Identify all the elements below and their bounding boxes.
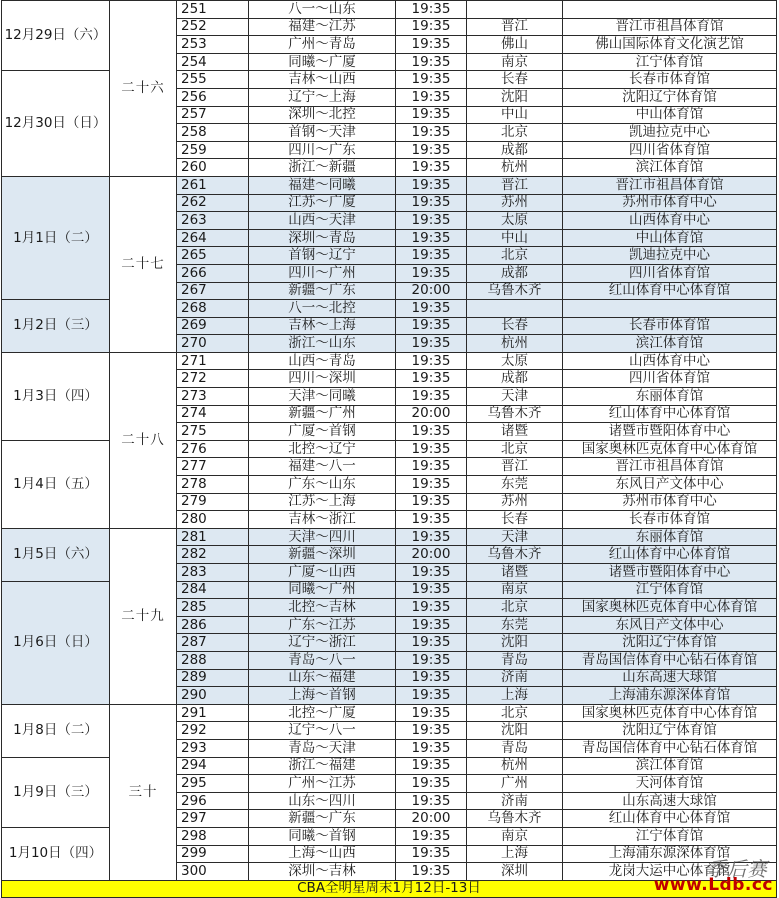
- matchup: 吉林～上海: [249, 317, 396, 335]
- tipoff-time: 19:35: [396, 687, 467, 705]
- host-city: 太原: [467, 352, 563, 370]
- matchup: 首钢～天津: [249, 124, 396, 142]
- matchup: 同曦～广州: [249, 581, 396, 599]
- host-city: 天津: [467, 388, 563, 406]
- matchup: 四川～广东: [249, 141, 396, 159]
- venue: 凯迪拉克中心: [563, 124, 777, 142]
- venue: 山东高速大球馆: [563, 669, 777, 687]
- venue: 东丽体育馆: [563, 388, 777, 406]
- venue: 红山体育中心体育馆: [563, 405, 777, 423]
- date-cell: 1月9日（三）: [2, 757, 110, 827]
- tipoff-time: 19:35: [396, 440, 467, 458]
- round-cell: 二十六: [110, 1, 177, 177]
- match-number: 280: [177, 511, 249, 529]
- schedule-row: [2, 704, 777, 722]
- matchup: 同曦～首钢: [249, 827, 396, 845]
- schedule-row: [2, 176, 777, 194]
- match-number: 300: [177, 863, 249, 881]
- match-number: 295: [177, 775, 249, 793]
- matchup: 青岛～天津: [249, 739, 396, 757]
- host-city: 沈阳: [467, 722, 563, 740]
- host-city: 乌鲁木齐: [467, 405, 563, 423]
- tipoff-time: 19:35: [396, 775, 467, 793]
- match-number: 264: [177, 229, 249, 247]
- venue: 青岛国信体育中心钻石体育馆: [563, 739, 777, 757]
- host-city: 青岛: [467, 651, 563, 669]
- venue: 中山体育馆: [563, 106, 777, 124]
- tipoff-time: 19:35: [396, 493, 467, 511]
- matchup: 北控～吉林: [249, 599, 396, 617]
- host-city: 太原: [467, 212, 563, 230]
- host-city: 乌鲁木齐: [467, 546, 563, 564]
- matchup: 广东～江苏: [249, 616, 396, 634]
- matchup: 同曦～广厦: [249, 53, 396, 71]
- venue: 诸暨市暨阳体育中心: [563, 564, 777, 582]
- host-city: 南京: [467, 581, 563, 599]
- tipoff-time: 19:35: [396, 176, 467, 194]
- match-number: 284: [177, 581, 249, 599]
- date-cell: 12月29日（六）: [2, 1, 110, 71]
- match-number: 292: [177, 722, 249, 740]
- match-number: 269: [177, 317, 249, 335]
- schedule-row: [2, 528, 777, 546]
- match-number: 290: [177, 687, 249, 705]
- tipoff-time: 19:35: [396, 106, 467, 124]
- venue: 滨江体育馆: [563, 159, 777, 177]
- matchup: 吉林～山西: [249, 71, 396, 89]
- matchup: 山西～青岛: [249, 352, 396, 370]
- host-city: 乌鲁木齐: [467, 282, 563, 300]
- tipoff-time: 19:35: [396, 528, 467, 546]
- host-city: 长春: [467, 71, 563, 89]
- match-number: 258: [177, 124, 249, 142]
- matchup: 山西～天津: [249, 212, 396, 230]
- matchup: 辽宁～浙江: [249, 634, 396, 652]
- date-cell: 1月10日（四）: [2, 827, 110, 880]
- venue: 江宁体育馆: [563, 53, 777, 71]
- matchup: 山东～福建: [249, 669, 396, 687]
- schedule-row: [2, 352, 777, 370]
- host-city: 杭州: [467, 335, 563, 353]
- tipoff-time: 19:35: [396, 264, 467, 282]
- host-city: 深圳: [467, 863, 563, 881]
- match-number: 252: [177, 18, 249, 36]
- host-city: 济南: [467, 792, 563, 810]
- venue: 晋江市祖昌体育馆: [563, 458, 777, 476]
- matchup: 广东～山东: [249, 476, 396, 494]
- match-number: 265: [177, 247, 249, 265]
- matchup: 浙江～山东: [249, 335, 396, 353]
- host-city: 中山: [467, 106, 563, 124]
- match-number: 260: [177, 159, 249, 177]
- venue: 佛山国际体育文化演艺馆: [563, 36, 777, 54]
- host-city: 北京: [467, 440, 563, 458]
- tipoff-time: 19:35: [396, 370, 467, 388]
- host-city: 青岛: [467, 739, 563, 757]
- matchup: 吉林～浙江: [249, 511, 396, 529]
- tipoff-time: 19:35: [396, 317, 467, 335]
- host-city: 北京: [467, 599, 563, 617]
- tipoff-time: 19:35: [396, 845, 467, 863]
- tipoff-time: 19:35: [396, 18, 467, 36]
- date-cell: 1月4日（五）: [2, 440, 110, 528]
- tipoff-time: 19:35: [396, 141, 467, 159]
- matchup: 山东～四川: [249, 792, 396, 810]
- match-number: 274: [177, 405, 249, 423]
- matchup: 上海～山西: [249, 845, 396, 863]
- venue: 国家奥林匹克体育中心体育馆: [563, 599, 777, 617]
- match-number: 298: [177, 827, 249, 845]
- venue: 江宁体育馆: [563, 827, 777, 845]
- host-city: 东莞: [467, 616, 563, 634]
- tipoff-time: 19:35: [396, 739, 467, 757]
- venue: 长春市体育馆: [563, 71, 777, 89]
- matchup: 首钢～辽宁: [249, 247, 396, 265]
- match-number: 287: [177, 634, 249, 652]
- venue: 晋江市祖昌体育馆: [563, 18, 777, 36]
- tipoff-time: 19:35: [396, 827, 467, 845]
- tipoff-time: 19:35: [396, 53, 467, 71]
- host-city: 天津: [467, 528, 563, 546]
- tipoff-time: 19:35: [396, 300, 467, 318]
- tipoff-time: 19:35: [396, 88, 467, 106]
- tipoff-time: 19:35: [396, 124, 467, 142]
- venue: 上海浦东源深体育馆: [563, 687, 777, 705]
- tipoff-time: 19:35: [396, 36, 467, 54]
- tipoff-time: 19:35: [396, 634, 467, 652]
- match-number: 293: [177, 739, 249, 757]
- venue: 诸暨市暨阳体育中心: [563, 423, 777, 441]
- matchup: 八一～北控: [249, 300, 396, 318]
- match-number: 270: [177, 335, 249, 353]
- schedule-table: [1, 0, 777, 898]
- tipoff-time: 19:35: [396, 335, 467, 353]
- tipoff-time: 19:35: [396, 616, 467, 634]
- venue: 苏州市体育中心: [563, 194, 777, 212]
- matchup: 新疆～深圳: [249, 546, 396, 564]
- matchup: 浙江～福建: [249, 757, 396, 775]
- venue: 山西体育中心: [563, 352, 777, 370]
- match-number: 272: [177, 370, 249, 388]
- venue: 四川省体育馆: [563, 264, 777, 282]
- host-city: 晋江: [467, 176, 563, 194]
- match-number: 268: [177, 300, 249, 318]
- host-city: 沈阳: [467, 634, 563, 652]
- watermark-url: www.Ldb.cc: [653, 875, 773, 895]
- venue: 龙岗大运中心体育馆: [563, 863, 777, 881]
- match-number: 297: [177, 810, 249, 828]
- matchup: 天津～同曦: [249, 388, 396, 406]
- venue: 沈阳辽宁体育馆: [563, 88, 777, 106]
- venue: 沈阳辽宁体育馆: [563, 634, 777, 652]
- tipoff-time: 19:35: [396, 651, 467, 669]
- host-city: 东莞: [467, 476, 563, 494]
- host-city: 佛山: [467, 36, 563, 54]
- matchup: 天津～四川: [249, 528, 396, 546]
- host-city: [467, 1, 563, 19]
- match-number: 285: [177, 599, 249, 617]
- matchup: 深圳～北控: [249, 106, 396, 124]
- venue: 山西体育中心: [563, 212, 777, 230]
- venue: 四川省体育馆: [563, 370, 777, 388]
- match-number: 275: [177, 423, 249, 441]
- round-cell: 三十: [110, 704, 177, 880]
- venue: 东风日产文体中心: [563, 616, 777, 634]
- tipoff-time: 19:35: [396, 599, 467, 617]
- venue: [563, 1, 777, 19]
- venue: 长春市体育馆: [563, 511, 777, 529]
- venue: [563, 300, 777, 318]
- matchup: 青岛～八一: [249, 651, 396, 669]
- host-city: 广州: [467, 775, 563, 793]
- matchup: 广州～青岛: [249, 36, 396, 54]
- matchup: 福建～八一: [249, 458, 396, 476]
- host-city: 诸暨: [467, 423, 563, 441]
- tipoff-time: 20:00: [396, 546, 467, 564]
- tipoff-time: 19:35: [396, 1, 467, 19]
- tipoff-time: 19:35: [396, 229, 467, 247]
- matchup: 四川～广州: [249, 264, 396, 282]
- date-cell: 1月3日（四）: [2, 352, 110, 440]
- host-city: 诸暨: [467, 564, 563, 582]
- date-cell: 1月8日（二）: [2, 704, 110, 757]
- host-city: 杭州: [467, 757, 563, 775]
- match-number: 255: [177, 71, 249, 89]
- matchup: 上海～首钢: [249, 687, 396, 705]
- venue: 上海浦东源深体育馆: [563, 845, 777, 863]
- tipoff-time: 19:35: [396, 352, 467, 370]
- date-cell: 1月5日（六）: [2, 528, 110, 581]
- venue: 凯迪拉克中心: [563, 247, 777, 265]
- match-number: 259: [177, 141, 249, 159]
- host-city: 苏州: [467, 493, 563, 511]
- host-city: 晋江: [467, 18, 563, 36]
- tipoff-time: 19:35: [396, 247, 467, 265]
- match-number: 294: [177, 757, 249, 775]
- match-number: 279: [177, 493, 249, 511]
- match-number: 256: [177, 88, 249, 106]
- venue: 国家奥林匹克体育中心体育馆: [563, 704, 777, 722]
- tipoff-time: 19:35: [396, 423, 467, 441]
- tipoff-time: 20:00: [396, 810, 467, 828]
- tipoff-time: 19:35: [396, 863, 467, 881]
- matchup: 新疆～广州: [249, 405, 396, 423]
- tipoff-time: 19:35: [396, 388, 467, 406]
- host-city: 成都: [467, 141, 563, 159]
- match-number: 291: [177, 704, 249, 722]
- host-city: 上海: [467, 845, 563, 863]
- round-cell: 二十九: [110, 528, 177, 704]
- matchup: 江苏～上海: [249, 493, 396, 511]
- venue: 苏州市体育中心: [563, 493, 777, 511]
- tipoff-time: 19:35: [396, 564, 467, 582]
- venue: 红山体育中心体育馆: [563, 546, 777, 564]
- match-number: 257: [177, 106, 249, 124]
- host-city: 北京: [467, 124, 563, 142]
- match-number: 262: [177, 194, 249, 212]
- tipoff-time: 20:00: [396, 282, 467, 300]
- schedule-row: [2, 1, 777, 19]
- matchup: 深圳～吉林: [249, 863, 396, 881]
- host-city: 杭州: [467, 159, 563, 177]
- matchup: 福建～江苏: [249, 18, 396, 36]
- date-cell: 1月6日（日）: [2, 581, 110, 704]
- match-number: 277: [177, 458, 249, 476]
- tipoff-time: 20:00: [396, 405, 467, 423]
- host-city: 北京: [467, 704, 563, 722]
- matchup: 辽宁～八一: [249, 722, 396, 740]
- round-cell: 二十八: [110, 352, 177, 528]
- host-city: 南京: [467, 827, 563, 845]
- match-number: 281: [177, 528, 249, 546]
- match-number: 278: [177, 476, 249, 494]
- venue: 国家奥林匹克体育中心体育馆: [563, 440, 777, 458]
- matchup: 广州～江苏: [249, 775, 396, 793]
- match-number: 283: [177, 564, 249, 582]
- date-cell: 12月30日（日）: [2, 71, 110, 177]
- matchup: 江苏～广厦: [249, 194, 396, 212]
- tipoff-time: 19:35: [396, 458, 467, 476]
- host-city: 乌鲁木齐: [467, 810, 563, 828]
- venue: 晋江市祖昌体育馆: [563, 176, 777, 194]
- tipoff-time: 19:35: [396, 792, 467, 810]
- tipoff-time: 19:35: [396, 71, 467, 89]
- host-city: 成都: [467, 264, 563, 282]
- host-city: 晋江: [467, 458, 563, 476]
- matchup: 福建～同曦: [249, 176, 396, 194]
- round-cell: 二十七: [110, 176, 177, 352]
- venue: 中山体育馆: [563, 229, 777, 247]
- match-number: 254: [177, 53, 249, 71]
- matchup: 八一～山东: [249, 1, 396, 19]
- venue: 滨江体育馆: [563, 335, 777, 353]
- tipoff-time: 19:35: [396, 669, 467, 687]
- host-city: 济南: [467, 669, 563, 687]
- tipoff-time: 19:35: [396, 159, 467, 177]
- matchup: 广厦～山西: [249, 564, 396, 582]
- host-city: 南京: [467, 53, 563, 71]
- venue: 青岛国信体育中心钻石体育馆: [563, 651, 777, 669]
- host-city: 上海: [467, 687, 563, 705]
- matchup: 新疆～广东: [249, 282, 396, 300]
- venue: 滨江体育馆: [563, 757, 777, 775]
- date-cell: 1月1日（二）: [2, 176, 110, 299]
- venue: 红山体育中心体育馆: [563, 810, 777, 828]
- venue: 江宁体育馆: [563, 581, 777, 599]
- venue: 东丽体育馆: [563, 528, 777, 546]
- match-number: 253: [177, 36, 249, 54]
- host-city: 成都: [467, 370, 563, 388]
- tipoff-time: 19:35: [396, 757, 467, 775]
- match-number: 266: [177, 264, 249, 282]
- tipoff-time: 19:35: [396, 722, 467, 740]
- tipoff-time: 19:35: [396, 476, 467, 494]
- match-number: 271: [177, 352, 249, 370]
- match-number: 267: [177, 282, 249, 300]
- match-number: 263: [177, 212, 249, 230]
- tipoff-time: 19:35: [396, 212, 467, 230]
- date-cell: 1月2日（三）: [2, 300, 110, 353]
- match-number: 276: [177, 440, 249, 458]
- matchup: 新疆～广东: [249, 810, 396, 828]
- matchup: 北控～广厦: [249, 704, 396, 722]
- match-number: 251: [177, 1, 249, 19]
- matchup: 广厦～首钢: [249, 423, 396, 441]
- watermark-signature: 季后赛: [707, 857, 767, 881]
- matchup: 浙江～新疆: [249, 159, 396, 177]
- match-number: 282: [177, 546, 249, 564]
- host-city: 长春: [467, 511, 563, 529]
- host-city: [467, 300, 563, 318]
- matchup: 辽宁～上海: [249, 88, 396, 106]
- venue: 长春市体育馆: [563, 317, 777, 335]
- match-number: 288: [177, 651, 249, 669]
- matchup: 四川～深圳: [249, 370, 396, 388]
- venue: 红山体育中心体育馆: [563, 282, 777, 300]
- venue: 沈阳辽宁体育馆: [563, 722, 777, 740]
- tipoff-time: 19:35: [396, 194, 467, 212]
- match-number: 296: [177, 792, 249, 810]
- matchup: 北控～辽宁: [249, 440, 396, 458]
- matchup: 深圳～青岛: [249, 229, 396, 247]
- host-city: 长春: [467, 317, 563, 335]
- venue: 东风日产文体中心: [563, 476, 777, 494]
- match-number: 273: [177, 388, 249, 406]
- venue: 天河体育馆: [563, 775, 777, 793]
- match-number: 289: [177, 669, 249, 687]
- host-city: 北京: [467, 247, 563, 265]
- host-city: 中山: [467, 229, 563, 247]
- tipoff-time: 19:35: [396, 704, 467, 722]
- tipoff-time: 19:35: [396, 581, 467, 599]
- venue: 山东高速大球馆: [563, 792, 777, 810]
- tipoff-time: 19:35: [396, 511, 467, 529]
- host-city: 沈阳: [467, 88, 563, 106]
- match-number: 261: [177, 176, 249, 194]
- venue: 四川省体育馆: [563, 141, 777, 159]
- host-city: 苏州: [467, 194, 563, 212]
- match-number: 299: [177, 845, 249, 863]
- match-number: 286: [177, 616, 249, 634]
- all-star-footer: CBA全明星周末1月12日-13日: [2, 880, 777, 898]
